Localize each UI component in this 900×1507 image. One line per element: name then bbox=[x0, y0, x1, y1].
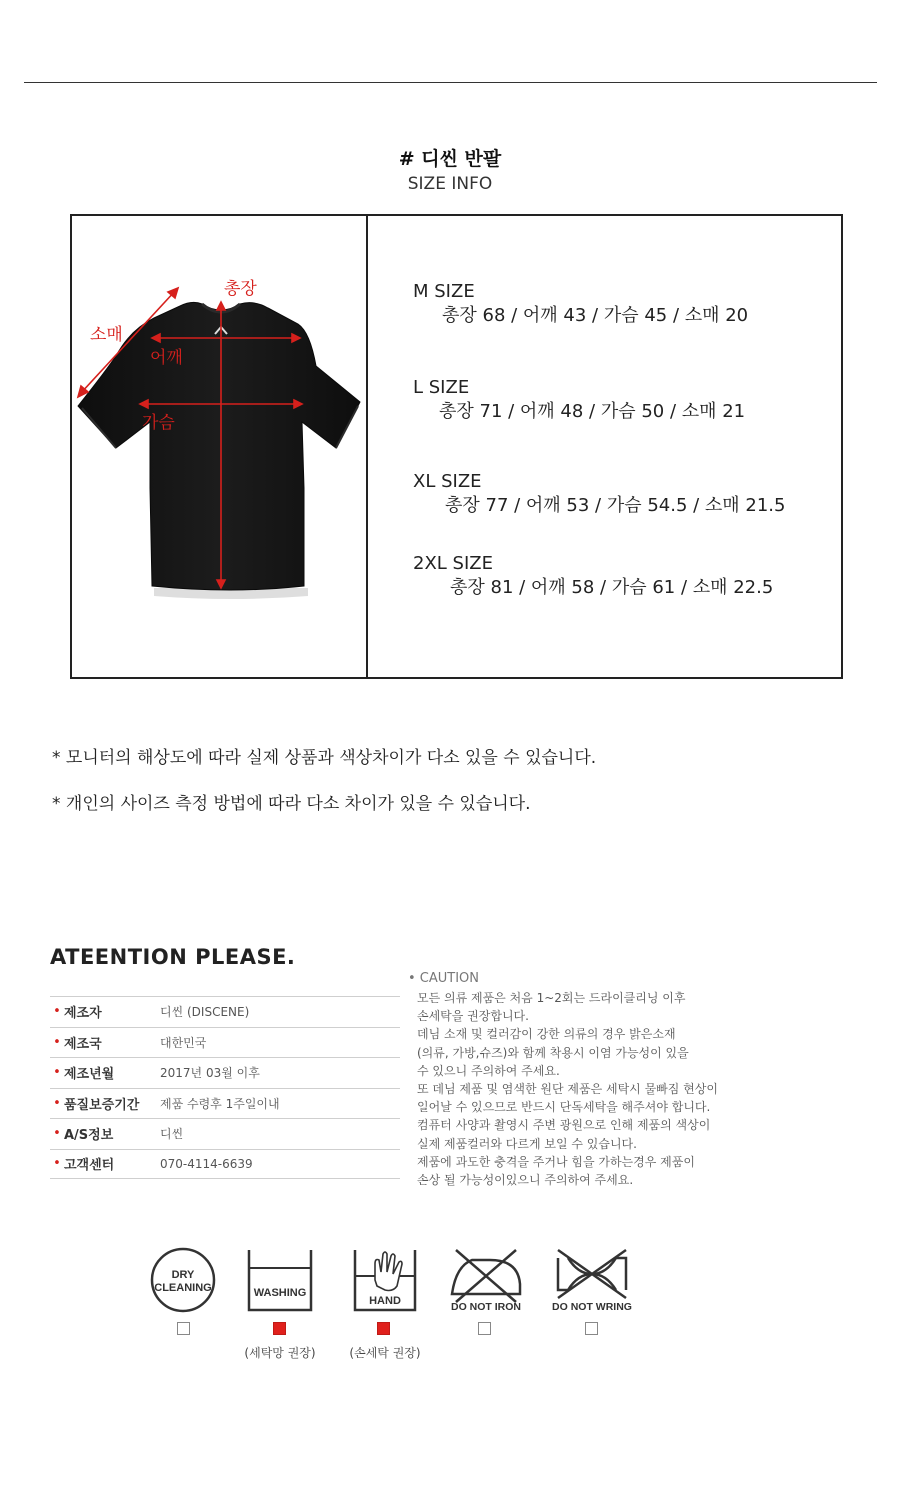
caution-line: 또 데님 제품 및 염색한 원단 제품은 세탁시 물빠짐 현상이 bbox=[417, 1082, 718, 1097]
size-name: M SIZE bbox=[413, 281, 475, 302]
washing-icon bbox=[240, 1246, 320, 1316]
size-values: 총장 71 / 어깨 48 / 가슴 50 / 소매 21 bbox=[439, 401, 746, 422]
note-measure: * 개인의 사이즈 측정 방법에 따라 다소 차이가 있을 수 있습니다. bbox=[52, 794, 531, 814]
info-key: 품질보증기간 bbox=[64, 1097, 140, 1113]
table-divider bbox=[366, 216, 368, 677]
info-key: A/S정보 bbox=[64, 1128, 114, 1144]
size-values: 총장 68 / 어깨 43 / 가슴 45 / 소매 20 bbox=[442, 305, 749, 326]
info-key: 고객센터 bbox=[64, 1158, 115, 1174]
info-value: 디씬 (DISCENE) bbox=[160, 1005, 250, 1020]
info-key: 제조년월 bbox=[64, 1067, 115, 1083]
info-row-manufacturer bbox=[50, 996, 400, 1027]
info-value: 제품 수령후 1주일이내 bbox=[160, 1096, 280, 1111]
size-info-subtitle: SIZE INFO bbox=[407, 174, 493, 194]
sleeve-label: 소매 bbox=[90, 325, 123, 345]
care-label-line: DO NOT WRING bbox=[552, 1301, 632, 1313]
info-value: 070-4114-6639 bbox=[160, 1156, 253, 1171]
caution-line: 모든 의류 제품은 처음 1~2회는 드라이클리닝 이후 bbox=[417, 991, 686, 1005]
size-entry-2xl bbox=[413, 552, 833, 600]
care-label-line: CLEANING bbox=[154, 1282, 212, 1294]
info-value: 2017년 03월 이후 bbox=[160, 1066, 260, 1081]
do-not-wring-checkbox[interactable] bbox=[585, 1322, 598, 1335]
dry-cleaning-icon bbox=[143, 1246, 223, 1316]
size-entry-xl bbox=[413, 470, 833, 518]
hand-wash-checkbox[interactable] bbox=[377, 1322, 390, 1335]
caution-line: 손상 될 가능성이있으니 주의하여 주세요. bbox=[417, 1173, 634, 1188]
caution-line: 제품에 과도한 충격을 주거나 힘을 가하는경우 제품이 bbox=[417, 1154, 695, 1169]
do-not-iron-icon bbox=[446, 1246, 526, 1316]
caution-line: 실제 제품컬러와 다르게 보일 수 있습니다. bbox=[417, 1136, 637, 1151]
caution-line: 수 있으니 주의하여 주세요. bbox=[417, 1063, 560, 1078]
product-title: # 디씬 반팔 bbox=[398, 148, 502, 170]
caution-block bbox=[408, 969, 748, 1189]
bullet: • bbox=[53, 1004, 61, 1020]
tshirt-diagram bbox=[72, 216, 366, 677]
care-do-not-iron bbox=[446, 1246, 526, 1316]
size-entry-l bbox=[413, 376, 833, 424]
bullet: • bbox=[53, 1065, 61, 1081]
top-divider bbox=[24, 82, 877, 83]
info-value: 디씬 bbox=[160, 1127, 184, 1142]
info-row-date bbox=[50, 1057, 400, 1088]
info-value: 대한민국 bbox=[160, 1035, 207, 1050]
info-row-warranty bbox=[50, 1088, 400, 1119]
size-values: 총장 77 / 어깨 53 / 가슴 54.5 / 소매 21.5 bbox=[445, 495, 786, 516]
size-name: XL SIZE bbox=[413, 471, 482, 492]
washing-checkbox[interactable] bbox=[273, 1322, 286, 1335]
care-label-line: WASHING bbox=[253, 1287, 307, 1299]
hand-wash-caption: (손세탁 권장) bbox=[349, 1346, 421, 1360]
do-not-iron-checkbox[interactable] bbox=[478, 1322, 491, 1335]
care-dry-cleaning bbox=[143, 1246, 223, 1316]
note-monitor: * 모니터의 해상도에 따라 실제 상품과 색상차이가 다소 있을 수 있습니다. bbox=[52, 748, 597, 768]
info-key: 제조국 bbox=[64, 1036, 102, 1052]
dry-cleaning-checkbox[interactable] bbox=[177, 1322, 190, 1335]
care-do-not-wring bbox=[552, 1246, 632, 1316]
size-name: L SIZE bbox=[413, 377, 470, 398]
caution-line: 손세탁을 권장합니다. bbox=[417, 1009, 529, 1024]
size-entry-m bbox=[413, 280, 833, 328]
care-washing bbox=[240, 1246, 320, 1360]
bullet: • bbox=[53, 1034, 61, 1050]
washing-caption: (세탁망 권장) bbox=[244, 1346, 316, 1360]
attention-title: ATEENTION PLEASE. bbox=[50, 945, 296, 969]
caution-line: 일어날 수 있으므로 반드시 단독세탁을 해주셔야 합니다. bbox=[417, 1100, 711, 1115]
bullet: • bbox=[53, 1126, 61, 1142]
info-key: 제조자 bbox=[64, 1006, 102, 1022]
care-hand-wash bbox=[345, 1246, 425, 1360]
info-row-customer-center bbox=[50, 1149, 400, 1180]
tshirt-illustration bbox=[72, 216, 366, 677]
care-label-line: DO NOT IRON bbox=[451, 1301, 521, 1313]
hand-wash-icon bbox=[345, 1246, 425, 1316]
bullet: • bbox=[53, 1095, 61, 1111]
caution-title: • CAUTION bbox=[408, 971, 480, 986]
length-label: 총장 bbox=[224, 279, 257, 299]
product-info-table bbox=[50, 996, 400, 1179]
care-label-line: DRY bbox=[171, 1269, 195, 1281]
notes bbox=[52, 745, 596, 837]
caution-line: 데님 소재 및 컬러감이 강한 의류의 경우 밝은소재 bbox=[417, 1027, 676, 1042]
info-row-as bbox=[50, 1118, 400, 1149]
shoulder-label: 어깨 bbox=[150, 348, 183, 368]
caution-line: 컴퓨터 사양과 촬영시 주변 광원으로 인해 제품의 색상이 bbox=[417, 1118, 711, 1133]
caution-line: (의류, 가방,슈즈)와 함께 착용시 이염 가능성이 있을 bbox=[417, 1045, 689, 1060]
size-values: 총장 81 / 어깨 58 / 가슴 61 / 소매 22.5 bbox=[450, 577, 774, 598]
chest-label: 가슴 bbox=[142, 413, 175, 433]
bullet: • bbox=[53, 1156, 61, 1172]
do-not-wring-icon bbox=[552, 1246, 632, 1316]
info-row-country bbox=[50, 1027, 400, 1058]
care-label-line: HAND bbox=[369, 1295, 401, 1307]
size-info-header bbox=[0, 146, 900, 196]
size-table bbox=[70, 214, 843, 679]
size-name: 2XL SIZE bbox=[413, 553, 493, 574]
